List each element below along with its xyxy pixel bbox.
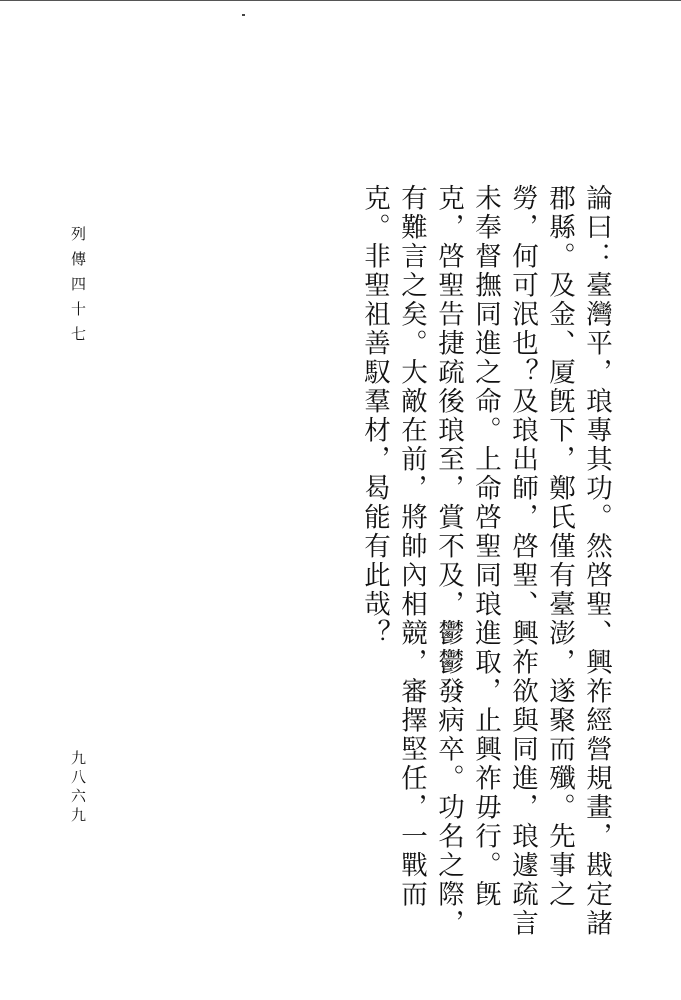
top-border-line (0, 0, 681, 1)
print-speck (242, 14, 245, 16)
chapter-marginal-title: 列傳四十七 (69, 226, 87, 351)
commentary-text: 論曰：臺灣平，琅專其功。然啓聖、興祚經營規畫，戡定諸郡縣。及金、厦旣下，鄭氏僅有臺澎，遂聚而殲。先事之勞，何可泯也？及琅出師，啓聖、興祚欲與同進，琅遽疏言未奉督撫同進之命。上命啓聖同琅進取，止興祚毋行。旣克，啓聖告捷疏後琅至，賞不及，鬱鬱發病卒。功名之際，有難言之矣。大敵在前，將帥內相競，審擇堅任，一戰而克。非聖祖善馭羣材，曷能有此哉？ (359, 184, 612, 938)
page-number: 九八六九 (69, 750, 87, 826)
